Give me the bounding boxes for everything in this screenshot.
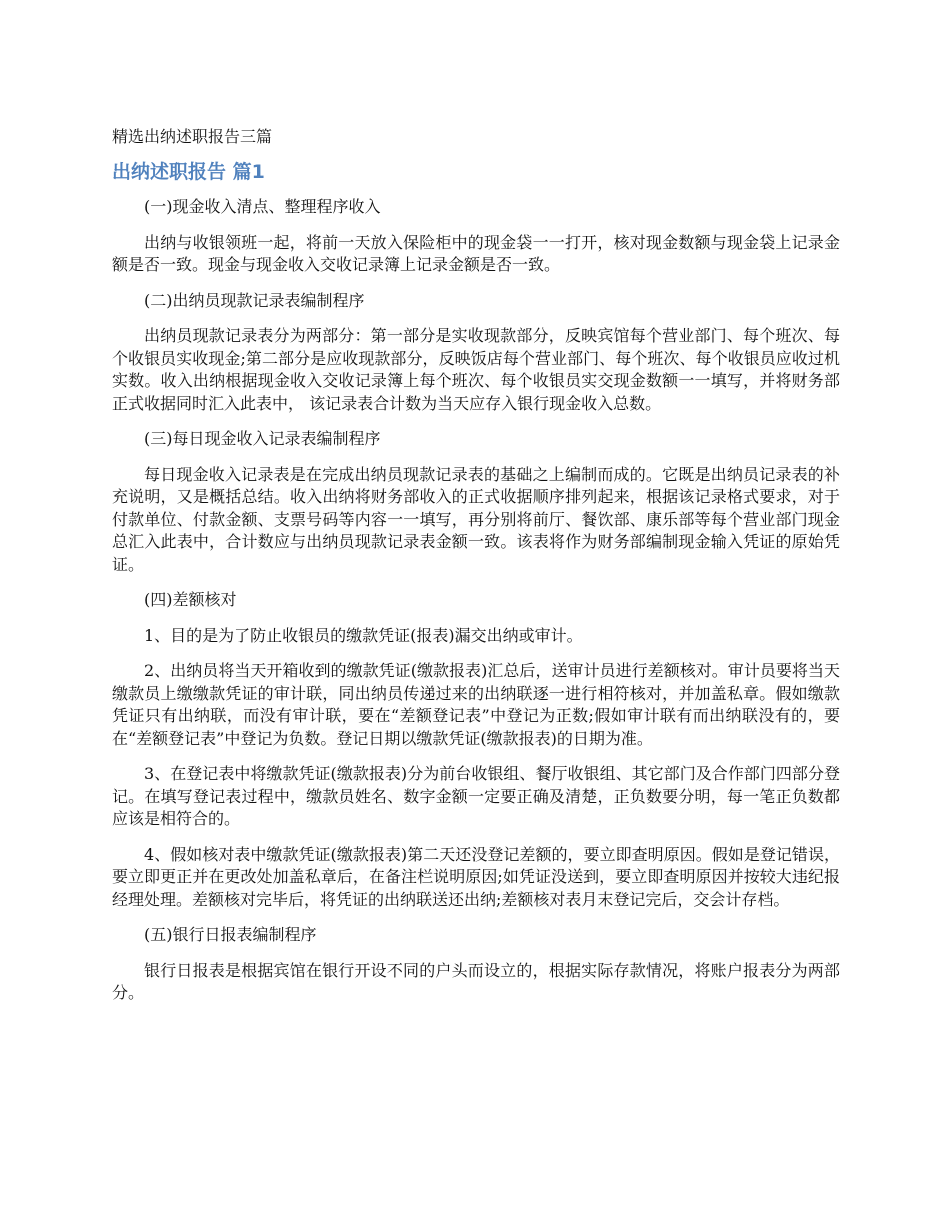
document-title: 精选出纳述职报告三篇 [112, 127, 273, 146]
paragraph-daily-record: 每日现金收入记录表是在完成出纳员现款记录表的基础之上编制而成的。它既是出纳员记录表的补充说明，又是概括总结。收入出纳将财务部收入的正式收据顺序排列起来，根据该记录格式要求，对于付款单位、付款金额、支票号码等内容一一填写，再分别将前厅、餐饮部、康乐部等每个营业部门现金总汇入此表中，合计数应与出纳员现款记录表金额一致。该表将作为财务部编制现金输入凭证的原始凭证。 [112, 464, 840, 574]
paragraph-cashier-record: 出纳员现款记录表分为两部分：第一部分是实收现款部分，反映宾馆每个营业部门、每个班次、每个收银员实收现金;第二部分是应收现款部分，反映饭店每个营业部门、每个班次、每个收银员应收过机实数。收入出纳根据现金收入交收记录簿上每个班次、每个收银员实交现金数额一一填写，并将财务部正式收据同时汇入此表中， 该记录表合计数为当天应存入银行现金收入总数。 [112, 326, 840, 413]
paragraph-difference-item-3: 3、在登记表中将缴款凭证(缴款报表)分为前台收银组、餐厅收银组、其它部门及合作部门四部分登记。在填写登记表过程中，缴款员姓名、数字金额一定要正确及清楚，正负数要分明，每一笔正负数都应该是相符合的。 [112, 764, 840, 828]
document-page [112, 124, 840, 1018]
paragraph-difference-item-2: 2、出纳员将当天开箱收到的缴款凭证(缴款报表)汇总后，送审计员进行差额核对。审计员要将当天缴款员上缴缴款凭证的审计联，同出纳员传递过来的出纳联逐一进行相符核对，并加盖私章。假如缴款凭证只有出纳联，而没有审计联，要在“差额登记表”中登记为正数;假如审计联有而出纳联没有的，要在“差额登记表”中登记为负数。登记日期以缴款凭证(缴款报表)的日期为准。 [112, 661, 840, 748]
subheading-difference-check: (四)差额核对 [144, 590, 237, 609]
section-heading: 出纳述职报告 篇1 [112, 161, 265, 183]
paragraph-bank-report: 银行日报表是根据宾馆在银行开设不同的户头而设立的，根据实际存款情况，将账户报表分为两部分。 [112, 960, 840, 1002]
paragraph-difference-item-4: 4、假如核对表中缴款凭证(缴款报表)第二天还没登记差额的，要立即查明原因。假如是登记错误，要立即更正并在更改处加盖私章后，在备注栏说明原因;如凭证没送到，要立即查明原因并按较大违纪报经理处理。差额核对完毕后，将凭证的出纳联送还出纳;差额核对表月末登记完后，交会计存档。 [112, 844, 840, 909]
subheading-cashier-record: (二)出纳员现款记录表编制程序 [144, 290, 365, 310]
subheading-bank-report: (五)银行日报表编制程序 [144, 925, 317, 944]
subheading-cash-counting: (一)现金收入清点、整理程序收入 [144, 197, 381, 216]
subheading-daily-record: (三)每日现金收入记录表编制程序 [144, 429, 381, 448]
paragraph-difference-item-1: 1、目的是为了防止收银员的缴款凭证(报表)漏交出纳或审计。 [144, 625, 583, 645]
paragraph-cash-counting: 出纳与收银领班一起，将前一天放入保险柜中的现金袋一一打开，核对现金数额与现金袋上记录金额是否一致。现金与现金收入交收记录簿上记录金额是否一致。 [112, 232, 840, 274]
